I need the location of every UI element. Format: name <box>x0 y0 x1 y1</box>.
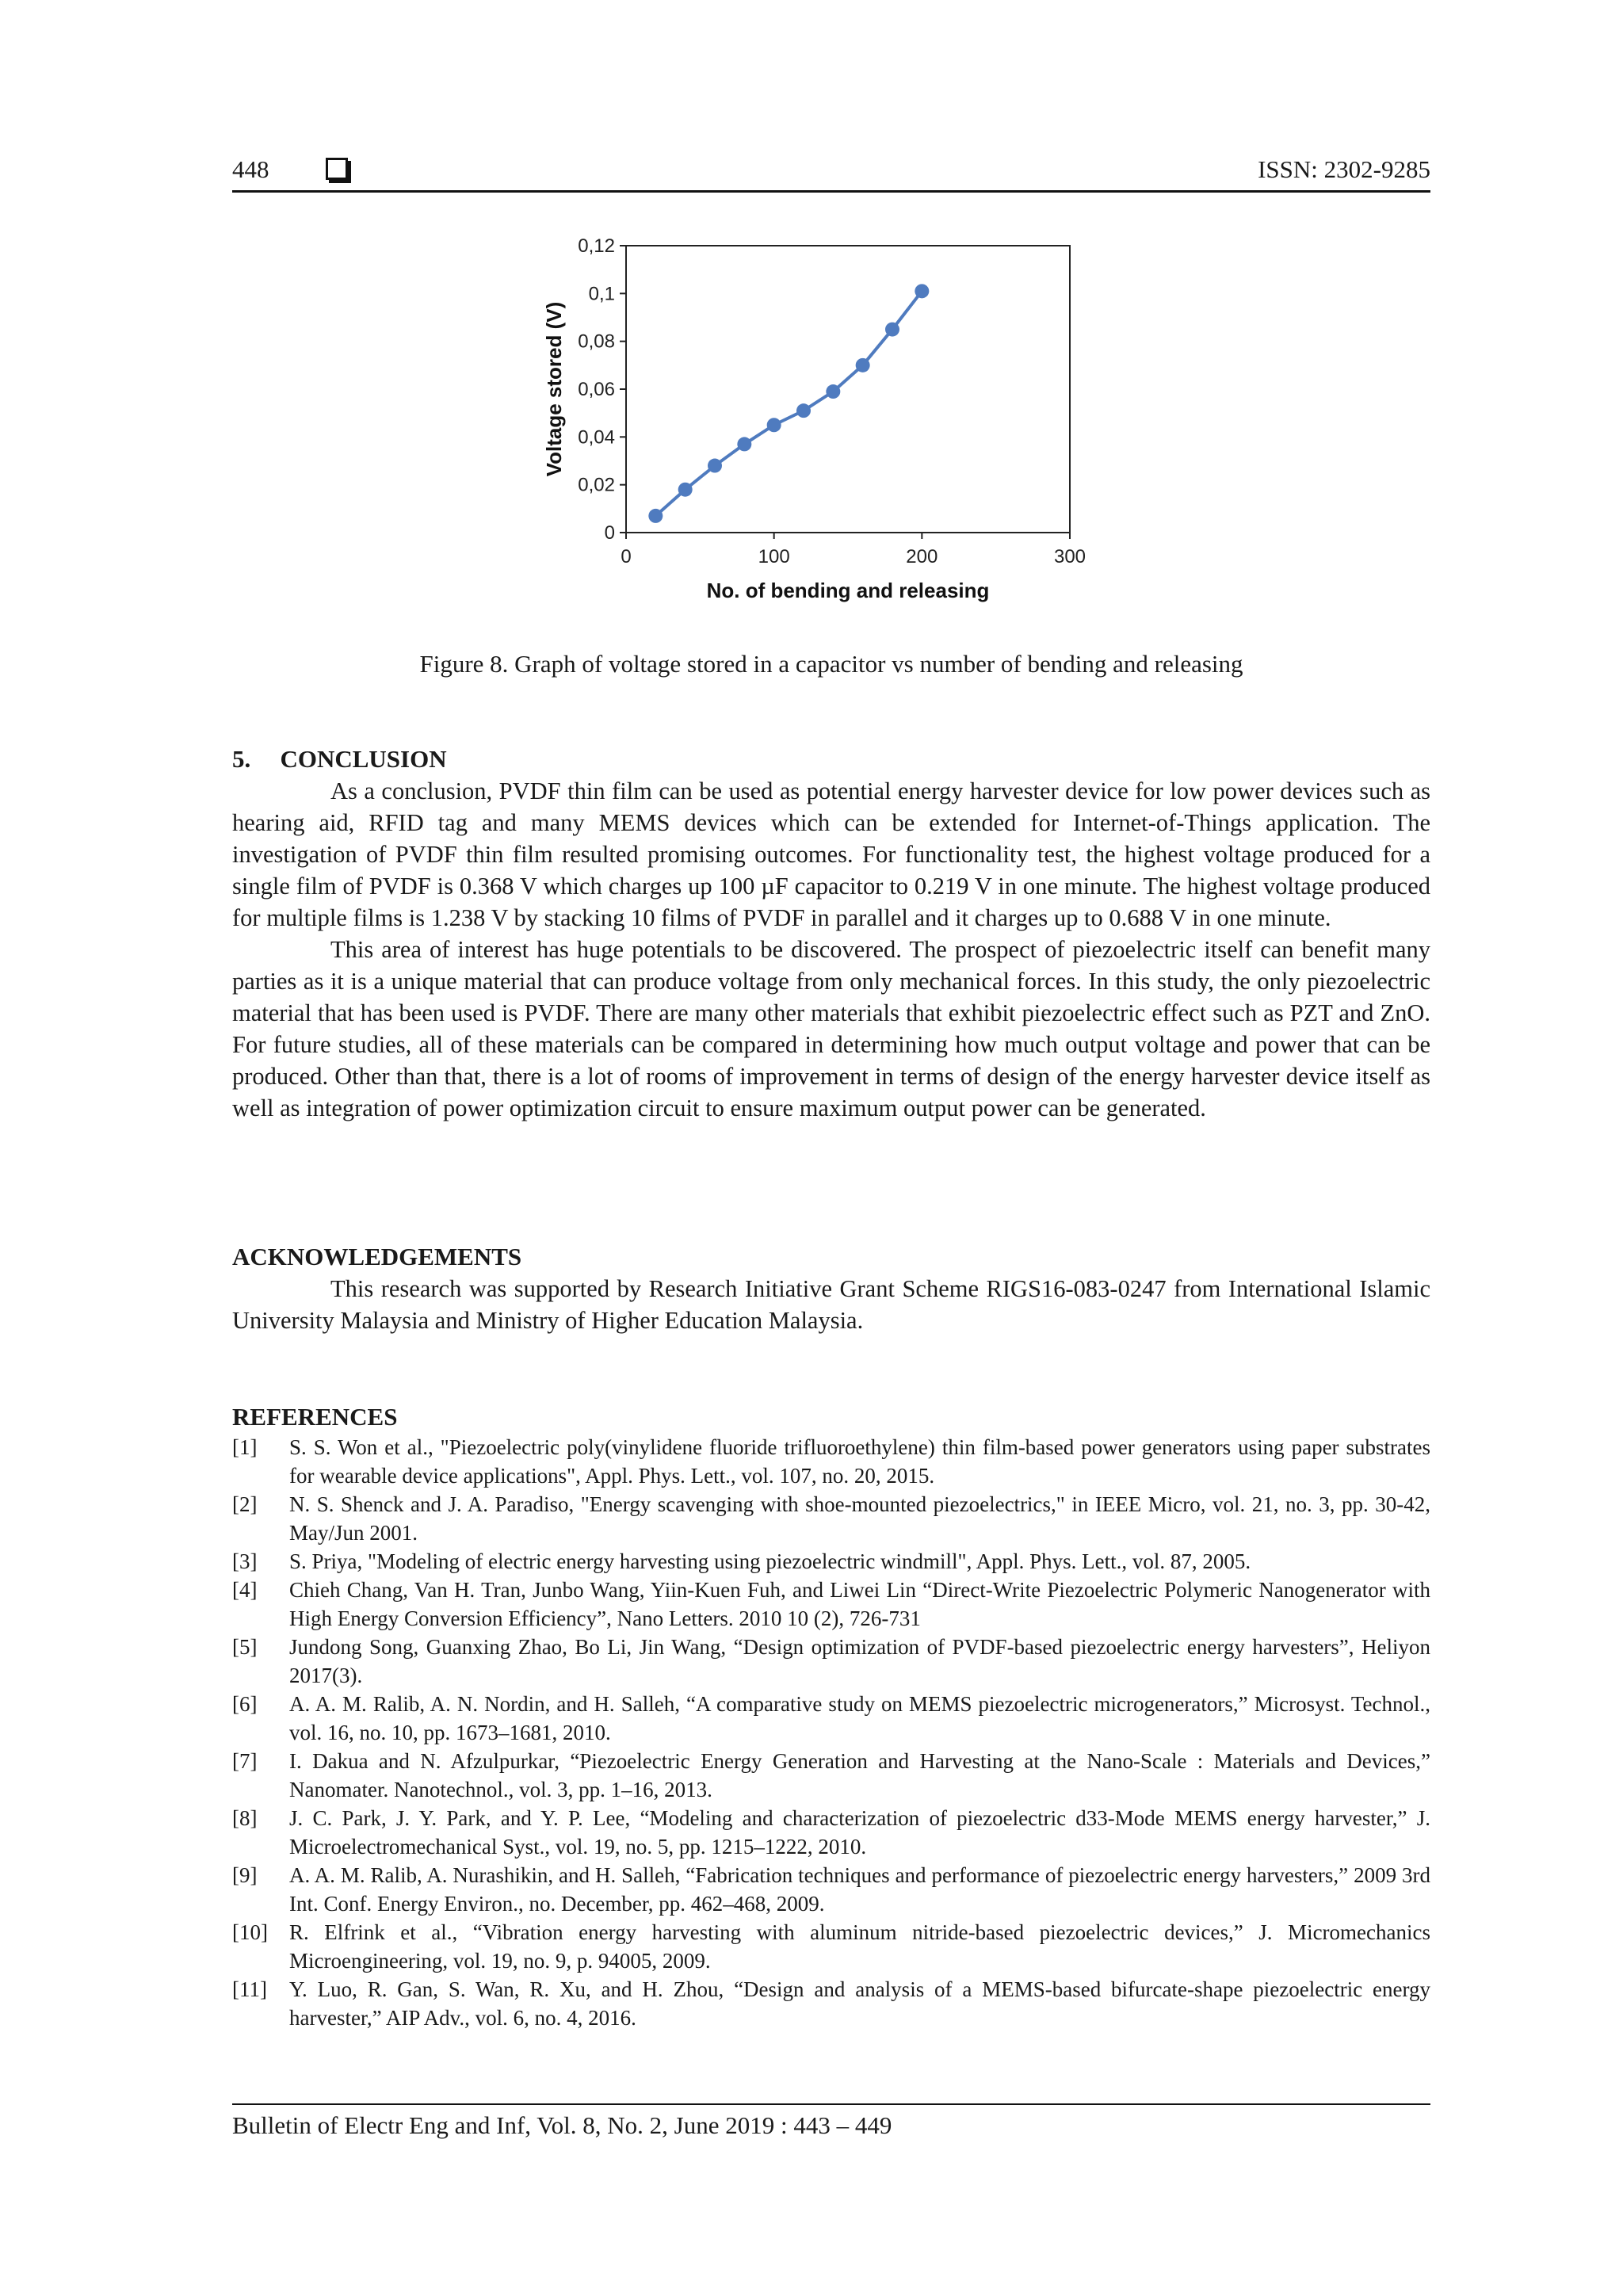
data-point <box>856 358 870 372</box>
y-axis-title: Voltage stored (V) <box>542 301 566 477</box>
reference-number: [10] <box>232 1920 268 1944</box>
x-tick-label: 200 <box>906 546 938 567</box>
reference-text: J. C. Park, J. Y. Park, and Y. P. Lee, “Modeling and characterization of piezoelectric d33-Mode MEMS energy harvester,” J. Microelectromechanical Syst., vol. 19, no. 5, pp. 1215–1222, 2010. <box>289 1806 1430 1859</box>
reference-item <box>232 1433 1430 1490</box>
y-tick-label: 0,12 <box>578 235 615 257</box>
reference-item <box>232 1490 1430 1547</box>
reference-number: [4] <box>232 1578 258 1602</box>
reference-text: A. A. M. Ralib, A. Nurashikin, and H. Salleh, “Fabrication techniques and performance of piezoelectric energy harvesters,” 2009 3rd Int. Conf. Energy Environ., no. December, pp. 462–468, 2009. <box>289 1863 1430 1916</box>
plot-area-frame <box>626 246 1070 533</box>
reference-number: [7] <box>232 1749 258 1773</box>
y-tick-label: 0,1 <box>588 283 615 305</box>
data-point <box>767 418 781 432</box>
series-points <box>648 284 929 523</box>
reference-text: I. Dakua and N. Afzulpurkar, “Piezoelectric Energy Generation and Harvesting at the Nano-Scale : Materials and Devices,” Nanomater. Nanotechnol., vol. 3, pp. 1–16, 2013. <box>289 1749 1430 1801</box>
x-tick-label: 100 <box>758 546 790 567</box>
data-point <box>826 384 840 399</box>
voltage-chart <box>523 222 1125 618</box>
reference-text: N. S. Shenck and J. A. Paradiso, "Energy scavenging with shoe-mounted piezoelectrics," in IEEE Micro, vol. 21, no. 3, pp. 30-42, May/Jun 2001. <box>289 1492 1430 1545</box>
x-axis-ticks <box>621 533 1086 567</box>
acknowledgements-section <box>232 1241 1430 1336</box>
data-point <box>796 403 811 418</box>
reference-text: Y. Luo, R. Gan, S. Wan, R. Xu, and H. Zhou, “Design and analysis of a MEMS-based bifurcate-shape piezoelectric energy harvester,” AIP Adv., vol. 6, no. 4, 2016. <box>289 1977 1430 2030</box>
reference-text: S. Priya, "Modeling of electric energy harvesting using piezoelectric windmill", Appl. Phys. Lett., vol. 87, 2005. <box>289 1549 1251 1573</box>
reference-number: [2] <box>232 1492 258 1516</box>
reference-number: [6] <box>232 1692 258 1716</box>
data-point <box>708 459 722 473</box>
reference-item <box>232 1975 1430 2032</box>
reference-item <box>232 1576 1430 1633</box>
reference-text: A. A. M. Ralib, A. N. Nordin, and H. Salleh, “A comparative study on MEMS piezoelectric microgenerators,” Microsyst. Technol., vol. 16, no. 10, pp. 1673–1681, 2010. <box>289 1692 1430 1744</box>
reference-item <box>232 1918 1430 1975</box>
data-point <box>678 483 693 497</box>
square-box-icon <box>326 158 348 180</box>
acknowledgements-heading: ACKNOWLEDGEMENTS <box>232 1243 522 1270</box>
x-axis-title: No. of bending and releasing <box>706 579 990 602</box>
chart-svg <box>523 222 1125 618</box>
reference-text: Chieh Chang, Van H. Tran, Junbo Wang, Yiin-Kuen Fuh, and Liwei Lin “Direct-Write Piezoelectric Polymeric Nanogenerator with High Energy Conversion Efficiency”, Nano Letters. 2010 10 (2), 726-731 <box>289 1578 1430 1630</box>
footer-citation: Bulletin of Electr Eng and Inf, Vol. 8, No. 2, June 2019 : 443 – 449 <box>232 2111 892 2139</box>
figure-caption: Figure 8. Graph of voltage stored in a capacitor vs number of bending and releasing <box>419 650 1243 678</box>
references-section <box>232 1401 1430 2032</box>
reference-number: [5] <box>232 1635 258 1659</box>
reference-text: S. S. Won et al., "Piezoelectric poly(vinylidene fluoride trifluoroethylene) thin film-based power generators using paper substrates for wearable device applications", Appl. Phys. Lett., vol. 107, no. 20, 2015. <box>289 1435 1430 1488</box>
reference-number: [8] <box>232 1806 258 1830</box>
reference-text: R. Elfrink et al., “Vibration energy harvesting with aluminum nitride-based piezoelectric devices,” J. Micromechanics Microengineering, vol. 19, no. 9, p. 94005, 2009. <box>289 1920 1430 1973</box>
reference-item <box>232 1547 1430 1576</box>
page-header <box>232 155 1430 193</box>
footer-divider <box>232 2103 1430 2105</box>
reference-number: [9] <box>232 1863 258 1887</box>
reference-item <box>232 1633 1430 1690</box>
data-point <box>915 284 929 298</box>
y-tick-label: 0,02 <box>578 474 615 496</box>
conclusion-paragraph-1: As a conclusion, PVDF thin film can be used as potential energy harvester device for low power devices such as hearing aid, RFID tag and many MEMS devices which can be extended for Internet-of-Things application. The investigation of PVDF thin film resulted promising outcomes. For functionality test, the highest voltage produced for a single film of PVDF is 0.368 V which charges up 100 µF capacitor to 0.219 V in one minute. The highest voltage produced for multiple films is 1.238 V by stacking 10 films of PVDF in parallel and it charges up to 0.688 V in one minute. <box>232 777 1430 931</box>
conclusion-paragraph-2: This area of interest has huge potentials to be discovered. The prospect of piezoelectric itself can benefit many parties as it is a unique material that can produce voltage from only mechanical forces. In this study, the only piezoelectric material that has been used is PVDF. There are many other materials that exhibit piezoelectric effect such as PZT and ZnO. For future studies, all of these materials can be compared in determining how much output voltage and power that can be produced. Other than that, there is a lot of rooms of improvement in terms of design of the energy harvester device itself as well as integration of power optimization circuit to ensure maximum output power can be generated. <box>232 936 1430 1121</box>
page-number: 448 <box>232 155 269 183</box>
series-line <box>655 291 922 516</box>
data-point <box>737 437 751 451</box>
reference-item <box>232 1690 1430 1747</box>
data-point <box>648 509 663 523</box>
reference-number: [3] <box>232 1549 258 1573</box>
x-tick-label: 300 <box>1053 546 1086 567</box>
reference-item <box>232 1804 1430 1861</box>
y-tick-label: 0,06 <box>578 379 615 400</box>
reference-number: [11] <box>232 1977 267 2001</box>
conclusion-heading: 5. CONCLUSION <box>232 745 447 773</box>
conclusion-section <box>232 743 1430 1124</box>
y-tick-label: 0 <box>604 522 615 544</box>
x-tick-label: 0 <box>621 546 632 567</box>
issn-label: ISSN: 2302-9285 <box>1258 155 1430 183</box>
y-tick-label: 0,04 <box>578 426 615 449</box>
header-divider <box>232 190 1430 193</box>
reference-item <box>232 1747 1430 1804</box>
data-point <box>885 323 899 337</box>
reference-text: Jundong Song, Guanxing Zhao, Bo Li, Jin Wang, “Design optimization of PVDF-based piezoelectric energy harvesters”, Heliyon 2017(3). <box>289 1635 1430 1687</box>
acknowledgements-text: This research was supported by Research Initiative Grant Scheme RIGS16-083-0247 from International Islamic University Malaysia and Ministry of Higher Education Malaysia. <box>232 1275 1430 1334</box>
references-list <box>232 1433 1430 2032</box>
y-axis-ticks <box>578 235 626 544</box>
y-tick-label: 0,08 <box>578 330 615 353</box>
reference-item <box>232 1861 1430 1918</box>
references-heading: REFERENCES <box>232 1403 398 1431</box>
reference-number: [1] <box>232 1435 258 1459</box>
